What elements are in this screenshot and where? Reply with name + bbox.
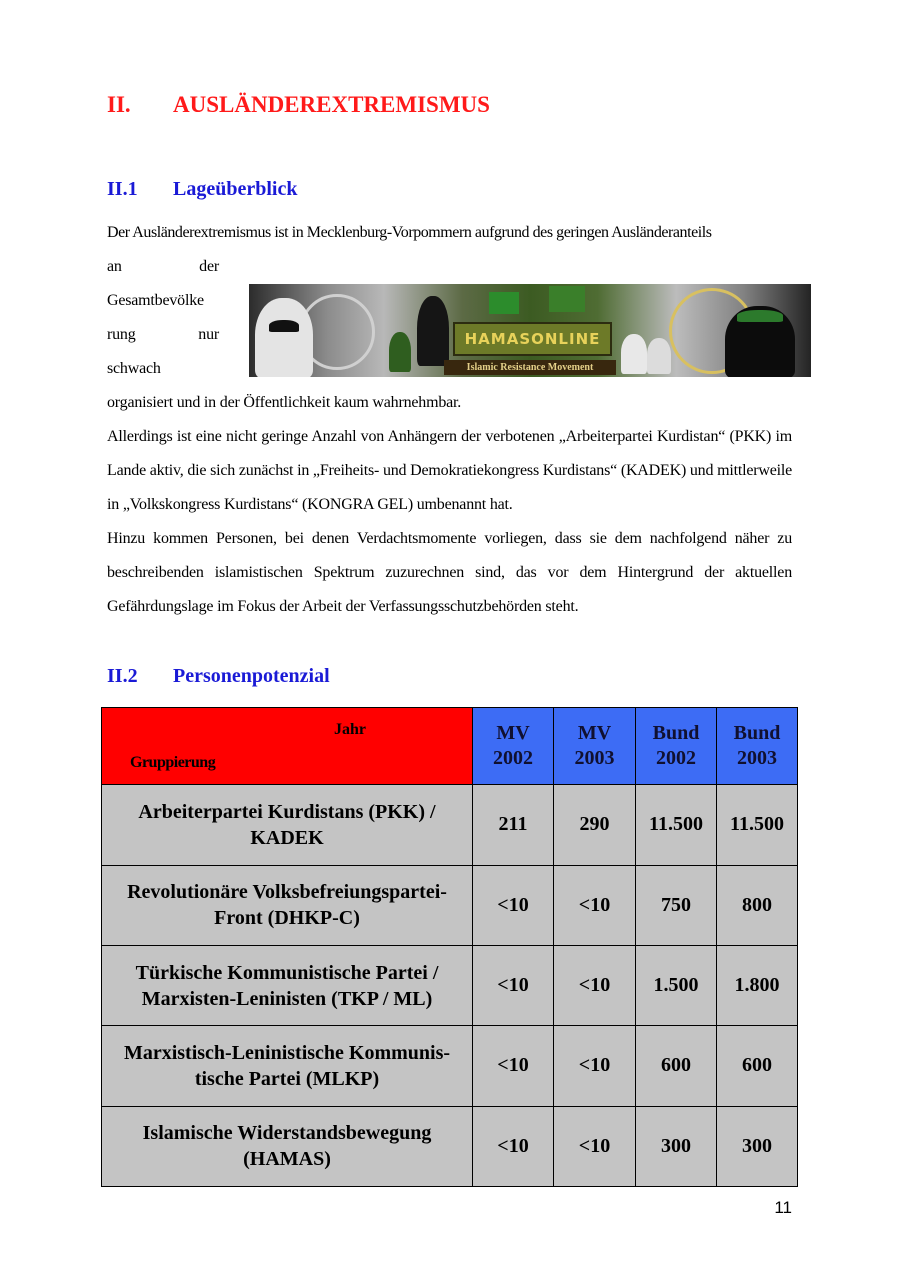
value-cell: <10 [554, 945, 636, 1025]
group-name-cell: Islamische Widerstandsbewegung (HAMAS) [102, 1106, 473, 1186]
value-cell: 11.500 [717, 785, 798, 865]
value-cell: <10 [554, 865, 636, 945]
chapter-title: AUSLÄNDEREXTREMISMUS [173, 92, 490, 117]
side-word: der [199, 258, 219, 275]
value-cell: 600 [636, 1026, 717, 1106]
side-word: schwach [107, 360, 161, 377]
section-title: Lageüberblick [173, 178, 298, 200]
paragraph-pkk: Allerdings ist eine nicht geringe Anzahl von Anhängern der verbotenen „Arbeiterpartei Kurdistan“ (PKK) im Lande aktiv, die sich zunächst in „Freiheits- und Demokratiekongress Kurdistans“ (KADEK) und mittlerweile in „Volkskongress Kurdistans“ (KONGRA GEL) umbenannt hat. [107, 428, 792, 513]
value-cell: <10 [473, 865, 554, 945]
column-header: MV 2003 [554, 708, 636, 785]
value-cell: 750 [636, 865, 717, 945]
section-number: II.1 [107, 178, 138, 200]
value-cell: 11.500 [636, 785, 717, 865]
table-header-row [102, 708, 798, 785]
hamas-banner-image [249, 284, 811, 377]
group-name-cell: Revolutionäre Volksbefreiungspartei- Front (DHKP-C) [102, 865, 473, 945]
figure-silhouette [417, 296, 449, 366]
table-row [102, 1026, 798, 1106]
table-row [102, 865, 798, 945]
section-heading-personenpotenzial [107, 665, 330, 688]
side-word: Gesamtbevölke [107, 292, 204, 309]
figure-silhouette [647, 338, 671, 374]
section-heading-lageueberblick [107, 178, 297, 201]
figure-silhouette [389, 332, 411, 372]
intro-line: Der Ausländerextremismus ist in Mecklenburg-Vorpommern aufgrund des geringen Ausländeranteils [107, 224, 712, 241]
table-row [102, 945, 798, 1025]
value-cell: 290 [554, 785, 636, 865]
figure-silhouette [255, 298, 313, 377]
chapter-number: II. [107, 92, 131, 117]
value-cell: 300 [717, 1106, 798, 1186]
page-number: 11 [774, 1198, 792, 1217]
figure-silhouette [621, 334, 647, 374]
value-cell: 600 [717, 1026, 798, 1106]
value-cell: 1.800 [717, 945, 798, 1025]
flag [489, 292, 519, 314]
side-word: nur [198, 326, 219, 343]
side-word: rung [107, 326, 136, 343]
value-cell: <10 [473, 1106, 554, 1186]
value-cell: 1.500 [636, 945, 717, 1025]
value-cell: <10 [554, 1106, 636, 1186]
column-header: Bund 2003 [717, 708, 798, 785]
paragraph-after-image: organisiert und in der Öffentlichkeit kaum wahrnehmbar. [107, 394, 462, 411]
header-group-label: Gruppierung [130, 754, 216, 771]
column-header: MV 2002 [473, 708, 554, 785]
section-title: Personenpotenzial [173, 665, 330, 687]
wrapped-side-text [107, 250, 219, 386]
figure-headband [737, 310, 783, 322]
header-year-label: Jahr [334, 721, 366, 738]
group-name-cell: Arbeiterpartei Kurdistans (PKK) / KADEK [102, 785, 473, 865]
hamasonline-logo: HAMASONLINE [453, 322, 612, 356]
value-cell: 300 [636, 1106, 717, 1186]
header-corner-cell [102, 708, 473, 785]
value-cell: 800 [717, 865, 798, 945]
value-cell: 211 [473, 785, 554, 865]
personenpotenzial-table [101, 707, 798, 1187]
value-cell: <10 [473, 945, 554, 1025]
group-name-cell: Marxistisch-Leninistische Kommunis- tische Partei (MLKP) [102, 1026, 473, 1106]
value-cell: <10 [473, 1026, 554, 1106]
paragraph-islamism: Hinzu kommen Personen, bei denen Verdachtsmomente vorliegen, dass sie dem nachfolgend näher zu beschreibenden islamistischen Spektrum zuzurechnen sind, das vor dem Hintergrund der aktuellen Gefährdungslage im Fokus der Arbeit der Verfassungsschutzbehörden steht. [107, 530, 792, 615]
side-word: an [107, 258, 122, 275]
chapter-heading [107, 92, 490, 118]
figure-face-shadow [269, 320, 299, 332]
banner-tagline: Islamic Resistance Movement [444, 360, 616, 375]
value-cell: <10 [554, 1026, 636, 1106]
column-header: Bund 2002 [636, 708, 717, 785]
section-number: II.2 [107, 665, 138, 687]
table-row [102, 1106, 798, 1186]
table-row [102, 785, 798, 865]
flag [549, 286, 585, 312]
group-name-cell: Türkische Kommunistische Partei / Marxisten-Leninisten (TKP / ML) [102, 945, 473, 1025]
